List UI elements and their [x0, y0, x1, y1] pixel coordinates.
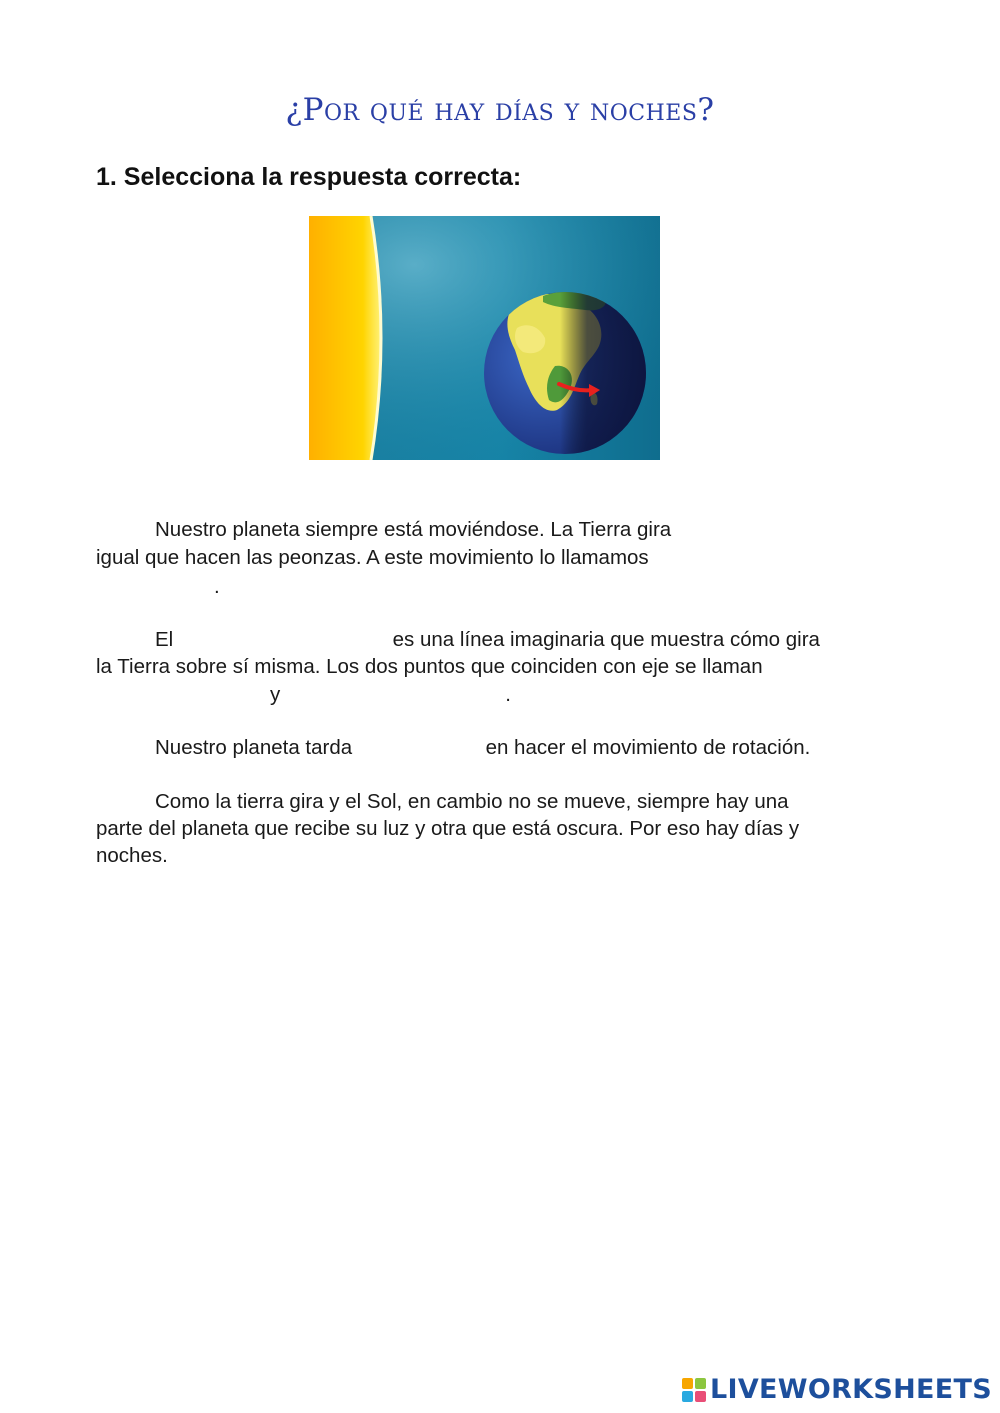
- paragraph3-start: Nuestro planeta tarda: [155, 736, 353, 759]
- paragraph4-line3: noches.: [96, 844, 168, 867]
- exercise-heading: 1. Selecciona la respuesta correcta:: [96, 163, 522, 191]
- paragraph-duration: [96, 734, 965, 761]
- paragraph4-line2-row: [96, 815, 906, 842]
- paragraph3-end: en hacer el movimiento de rotación.: [485, 736, 811, 759]
- paragraph4-line1: Como la tierra gira y el Sol, en cambio no se mueve, siempre hay una: [155, 790, 789, 813]
- paragraph1-line2-row: [96, 544, 906, 571]
- paragraph1-line1: Nuestro planeta siempre está moviéndose. La Tierra gira: [155, 518, 672, 541]
- paragraph1-line2: igual que hacen las peonzas. A este movimiento lo llamamos: [96, 546, 649, 569]
- paragraph4-line2: parte del planeta que recibe su luz y otra que está oscura. Por eso hay días y: [96, 817, 800, 840]
- paragraph-axis: [96, 626, 965, 653]
- liveworksheets-logo[interactable]: [682, 1374, 992, 1405]
- paragraph2-start: El: [155, 628, 174, 651]
- paragraph2-line2: la Tierra sobre sí misma. Los dos puntos que coinciden con eje se llaman: [96, 655, 763, 678]
- paragraph4-line3-row: [96, 842, 906, 869]
- liveworksheets-logo-icon: [682, 1378, 706, 1402]
- sun-earth-rotation-illustration: [309, 216, 660, 460]
- sun-earth-illustration: [309, 216, 660, 460]
- sun-shape: [309, 216, 381, 460]
- paragraph1-line3-row: [96, 573, 906, 600]
- paragraph2-period: .: [505, 683, 511, 706]
- paragraph-days-nights: [96, 788, 965, 815]
- paragraph2-after-blank: es una línea imaginaria que muestra cómo gira: [392, 628, 820, 651]
- paragraph2-line2-row: [96, 653, 906, 680]
- brand-name: LIVEWORKSHEETS: [709, 1374, 992, 1405]
- paragraph1-period: .: [214, 575, 220, 598]
- page-title: ¿Por qué hay días y noches?: [285, 92, 715, 128]
- paragraph-rotation: [96, 516, 965, 543]
- paragraph2-line3-row: [96, 681, 906, 708]
- paragraph2-connector: y: [270, 683, 281, 706]
